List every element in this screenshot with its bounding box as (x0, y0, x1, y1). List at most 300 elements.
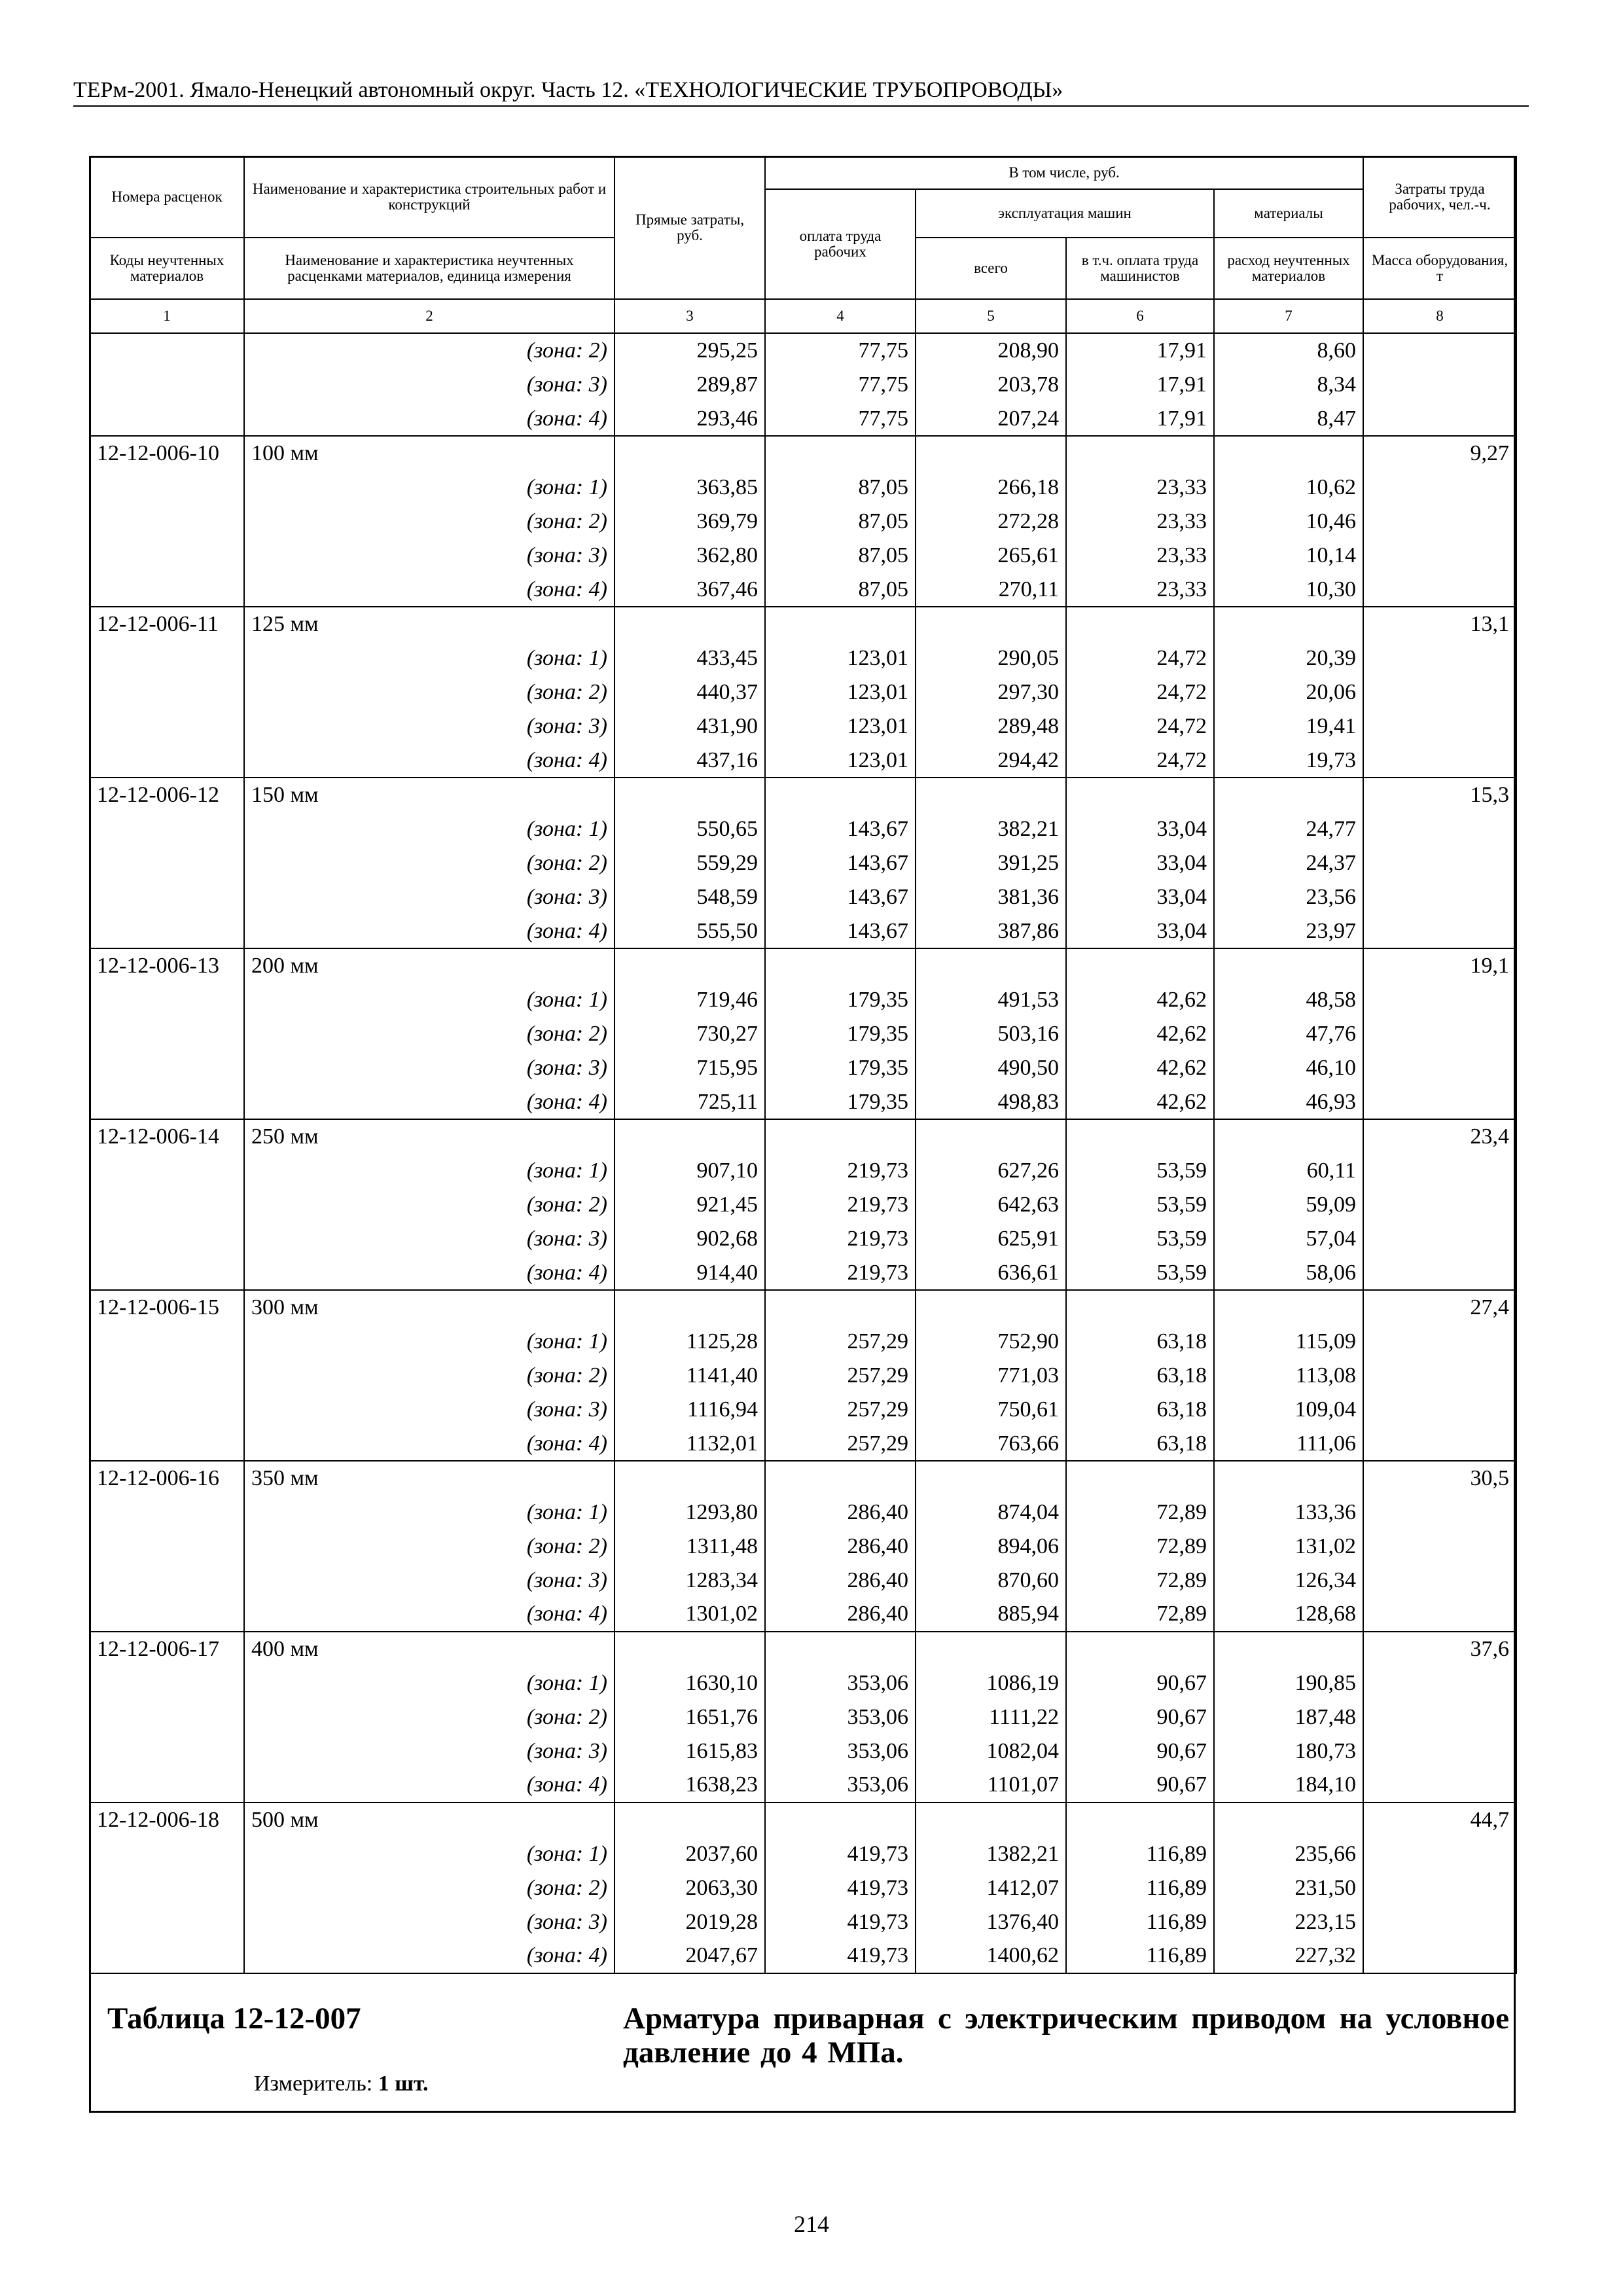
materials-cell: 48,58 (1214, 983, 1363, 1017)
empty-cell (1214, 1119, 1363, 1154)
machines-total-cell: 490,50 (916, 1051, 1066, 1085)
rate-code: 12-12-006-12 (90, 778, 244, 812)
machinist-pay-cell: 23,33 (1066, 471, 1214, 505)
worker-pay-cell: 179,35 (765, 1085, 916, 1120)
empty-cell (1363, 1188, 1516, 1222)
rate-title-row (90, 778, 1516, 812)
materials-cell: 58,06 (1214, 1256, 1363, 1291)
machinist-pay-cell: 63,18 (1066, 1393, 1214, 1427)
head-machines-total: всего (916, 238, 1066, 299)
worker-pay-cell: 143,67 (765, 812, 916, 846)
empty-cell (90, 914, 244, 949)
worker-pay-cell: 219,73 (765, 1188, 916, 1222)
zone-row (90, 709, 1516, 744)
head-worker-pay: оплата труда рабочих (765, 189, 916, 299)
empty-cell (916, 607, 1066, 641)
zone-row (90, 1017, 1516, 1051)
machinist-pay-cell: 17,91 (1066, 333, 1214, 368)
rate-code: 12-12-006-17 (90, 1632, 244, 1666)
empty-cell (90, 1530, 244, 1564)
empty-cell (90, 709, 244, 744)
materials-cell: 231,50 (1214, 1871, 1363, 1905)
machinist-pay-cell: 72,89 (1066, 1597, 1214, 1632)
zone-cell: (зона: 1) (244, 471, 615, 505)
worker-pay-cell: 143,67 (765, 914, 916, 949)
empty-cell (765, 1119, 916, 1154)
empty-cell (90, 1734, 244, 1768)
empty-cell (1363, 1530, 1516, 1564)
machinist-pay-cell: 53,59 (1066, 1188, 1214, 1222)
zone-row (90, 1325, 1516, 1359)
rate-size: 200 мм (244, 948, 615, 983)
empty-cell (1214, 607, 1363, 641)
machinist-pay-cell: 90,67 (1066, 1700, 1214, 1734)
empty-cell (1363, 333, 1516, 368)
zone-row (90, 641, 1516, 675)
machinist-pay-cell: 53,59 (1066, 1222, 1214, 1256)
machines-total-cell: 381,36 (916, 880, 1066, 914)
empty-cell (90, 1837, 244, 1871)
empty-cell (1066, 1803, 1214, 1837)
materials-cell: 23,56 (1214, 880, 1363, 914)
empty-cell (916, 1803, 1066, 1837)
machines-total-cell: 270,11 (916, 573, 1066, 607)
direct-cost-cell: 1311,48 (615, 1530, 765, 1564)
empty-cell (90, 1496, 244, 1530)
worker-pay-cell: 123,01 (765, 709, 916, 744)
machinist-pay-cell: 17,91 (1066, 402, 1214, 437)
worker-pay-cell: 219,73 (765, 1222, 916, 1256)
zone-row (90, 1359, 1516, 1393)
zone-cell: (зона: 1) (244, 812, 615, 846)
materials-cell: 20,06 (1214, 675, 1363, 709)
zone-row (90, 1905, 1516, 1939)
direct-cost-cell: 2019,28 (615, 1905, 765, 1939)
direct-cost-cell: 921,45 (615, 1188, 765, 1222)
zone-row (90, 1734, 1516, 1768)
zone-cell: (зона: 2) (244, 846, 615, 880)
machinist-pay-cell: 33,04 (1066, 812, 1214, 846)
direct-cost-cell: 1638,23 (615, 1768, 765, 1803)
empty-cell (90, 1427, 244, 1462)
materials-cell: 190,85 (1214, 1666, 1363, 1700)
rate-size: 500 мм (244, 1803, 615, 1837)
machinist-pay-cell: 53,59 (1066, 1154, 1214, 1188)
machinist-pay-cell: 24,72 (1066, 641, 1214, 675)
empty-cell (916, 436, 1066, 471)
machinist-pay-cell: 90,67 (1066, 1768, 1214, 1803)
materials-cell: 10,14 (1214, 539, 1363, 573)
zone-cell: (зона: 4) (244, 1085, 615, 1120)
empty-cell (1363, 1325, 1516, 1359)
empty-cell (765, 1461, 916, 1496)
machines-total-cell: 625,91 (916, 1222, 1066, 1256)
empty-cell (1363, 1427, 1516, 1462)
zone-row (90, 1427, 1516, 1462)
machines-total-cell: 1101,07 (916, 1768, 1066, 1803)
rate-size: 125 мм (244, 607, 615, 641)
zone-cell: (зона: 4) (244, 1939, 615, 1973)
machines-total-cell: 1111,22 (916, 1700, 1066, 1734)
materials-cell: 20,39 (1214, 641, 1363, 675)
materials-cell: 126,34 (1214, 1564, 1363, 1598)
zone-row (90, 1700, 1516, 1734)
head-material-names: Наименование и характеристика неучтенных расценками материалов, единица измерения (244, 238, 615, 299)
zone-row (90, 1256, 1516, 1291)
direct-cost-cell: 715,95 (615, 1051, 765, 1085)
direct-cost-cell: 369,79 (615, 505, 765, 539)
machinist-pay-cell: 33,04 (1066, 914, 1214, 949)
machinist-pay-cell: 116,89 (1066, 1871, 1214, 1905)
materials-cell: 24,77 (1214, 812, 1363, 846)
worker-pay-cell: 353,06 (765, 1700, 916, 1734)
machines-total-cell: 289,48 (916, 709, 1066, 744)
empty-cell (916, 1632, 1066, 1666)
machinist-pay-cell: 53,59 (1066, 1256, 1214, 1291)
zone-row (90, 333, 1516, 368)
head-rate-numbers: Номера расценок (90, 156, 244, 238)
empty-cell (90, 505, 244, 539)
worker-pay-cell: 179,35 (765, 1051, 916, 1085)
machines-total-cell: 503,16 (916, 1017, 1066, 1051)
worker-pay-cell: 257,29 (765, 1359, 916, 1393)
column-number: 2 (244, 299, 615, 333)
zone-row (90, 1666, 1516, 1700)
materials-cell: 184,10 (1214, 1768, 1363, 1803)
materials-cell: 19,41 (1214, 709, 1363, 744)
empty-cell (1066, 778, 1214, 812)
empty-cell (615, 1632, 765, 1666)
empty-cell (90, 402, 244, 437)
rate-title-row (90, 607, 1516, 641)
direct-cost-cell: 433,45 (615, 641, 765, 675)
direct-cost-cell: 289,87 (615, 368, 765, 402)
materials-cell: 46,93 (1214, 1085, 1363, 1120)
machines-total-cell: 297,30 (916, 675, 1066, 709)
rate-code: 12-12-006-10 (90, 436, 244, 471)
zone-row (90, 368, 1516, 402)
next-table-description: Арматура приварная с электрическим приводом на условное давление до 4 МПа. (623, 2001, 1509, 2070)
machinist-pay-cell: 33,04 (1066, 880, 1214, 914)
empty-cell (90, 1051, 244, 1085)
zone-cell: (зона: 4) (244, 402, 615, 437)
worker-pay-cell: 123,01 (765, 744, 916, 778)
materials-cell: 23,97 (1214, 914, 1363, 949)
column-number: 8 (1363, 299, 1516, 333)
rate-size: 100 мм (244, 436, 615, 471)
head-labor-costs: Затраты труда рабочих, чел.-ч. (1363, 156, 1516, 238)
materials-cell: 227,32 (1214, 1939, 1363, 1973)
empty-cell (1066, 1461, 1214, 1496)
empty-cell (1363, 1768, 1516, 1803)
worker-pay-cell: 257,29 (765, 1393, 916, 1427)
materials-cell: 8,60 (1214, 333, 1363, 368)
zone-cell: (зона: 3) (244, 1222, 615, 1256)
empty-cell (1363, 402, 1516, 437)
zone-row (90, 1393, 1516, 1427)
empty-cell (90, 1939, 244, 1973)
zone-cell: (зона: 2) (244, 1700, 615, 1734)
worker-pay-cell: 179,35 (765, 1017, 916, 1051)
zone-row (90, 675, 1516, 709)
worker-pay-cell: 77,75 (765, 368, 916, 402)
rate-title-row (90, 1290, 1516, 1325)
machines-total-cell: 387,86 (916, 914, 1066, 949)
materials-cell: 10,30 (1214, 573, 1363, 607)
empty-cell (90, 368, 244, 402)
machinist-pay-cell: 63,18 (1066, 1325, 1214, 1359)
machinist-pay-cell: 63,18 (1066, 1359, 1214, 1393)
rate-title-row (90, 436, 1516, 471)
running-header: ТЕРм-2001. Ямало-Ненецкий автономный округ. Часть 12. «ТЕХНОЛОГИЧЕСКИЕ ТРУБОПРОВОДЫ» (73, 78, 1063, 102)
direct-cost-cell: 295,25 (615, 333, 765, 368)
worker-pay-cell: 419,73 (765, 1905, 916, 1939)
machinist-pay-cell: 63,18 (1066, 1427, 1214, 1462)
machines-total-cell: 752,90 (916, 1325, 1066, 1359)
empty-cell (765, 778, 916, 812)
machines-total-cell: 885,94 (916, 1597, 1066, 1632)
labor-cost-cell: 19,1 (1363, 948, 1516, 983)
empty-cell (1363, 1017, 1516, 1051)
direct-cost-cell: 719,46 (615, 983, 765, 1017)
labor-cost-cell: 9,27 (1363, 436, 1516, 471)
zone-cell: (зона: 4) (244, 914, 615, 949)
head-machinist-pay: в т.ч. оплата труда машинистов (1066, 238, 1214, 299)
empty-cell (90, 539, 244, 573)
zone-cell: (зона: 2) (244, 1530, 615, 1564)
machinist-pay-cell: 42,62 (1066, 1017, 1214, 1051)
empty-cell (90, 1666, 244, 1700)
machines-total-cell: 498,83 (916, 1085, 1066, 1120)
empty-cell (1363, 1051, 1516, 1085)
empty-cell (1363, 1154, 1516, 1188)
machinist-pay-cell: 116,89 (1066, 1905, 1214, 1939)
machinist-pay-cell: 24,72 (1066, 709, 1214, 744)
direct-cost-cell: 293,46 (615, 402, 765, 437)
zone-row (90, 812, 1516, 846)
empty-cell (615, 778, 765, 812)
worker-pay-cell: 219,73 (765, 1256, 916, 1291)
rate-size: 150 мм (244, 778, 615, 812)
empty-cell (1363, 1666, 1516, 1700)
empty-cell (1363, 1837, 1516, 1871)
zone-cell: (зона: 1) (244, 1325, 615, 1359)
direct-cost-cell: 1116,94 (615, 1393, 765, 1427)
zone-row (90, 744, 1516, 778)
empty-cell (916, 1119, 1066, 1154)
worker-pay-cell: 87,05 (765, 505, 916, 539)
zone-row (90, 1188, 1516, 1222)
direct-cost-cell: 725,11 (615, 1085, 765, 1120)
measurement-unit (254, 2071, 429, 2097)
zone-cell: (зона: 4) (244, 744, 615, 778)
machinist-pay-cell: 42,62 (1066, 1085, 1214, 1120)
column-number: 5 (916, 299, 1066, 333)
empty-cell (1214, 436, 1363, 471)
machinist-pay-cell: 90,67 (1066, 1734, 1214, 1768)
machines-total-cell: 265,61 (916, 539, 1066, 573)
empty-cell (1363, 1871, 1516, 1905)
empty-cell (1363, 1085, 1516, 1120)
direct-cost-cell: 1615,83 (615, 1734, 765, 1768)
direct-cost-cell: 730,27 (615, 1017, 765, 1051)
machines-total-cell: 636,61 (916, 1256, 1066, 1291)
worker-pay-cell: 353,06 (765, 1666, 916, 1700)
head-including: В том числе, руб. (765, 156, 1363, 189)
worker-pay-cell: 286,40 (765, 1530, 916, 1564)
machines-total-cell: 763,66 (916, 1427, 1066, 1462)
direct-cost-cell: 914,40 (615, 1256, 765, 1291)
machinist-pay-cell: 116,89 (1066, 1837, 1214, 1871)
machines-total-cell: 874,04 (916, 1496, 1066, 1530)
table-head (90, 156, 1516, 333)
machines-total-cell: 627,26 (916, 1154, 1066, 1188)
machinist-pay-cell: 72,89 (1066, 1564, 1214, 1598)
empty-cell (1363, 983, 1516, 1017)
machines-total-cell: 266,18 (916, 471, 1066, 505)
labor-cost-cell: 37,6 (1363, 1632, 1516, 1666)
materials-cell: 24,37 (1214, 846, 1363, 880)
zone-cell: (зона: 2) (244, 505, 615, 539)
materials-cell: 133,36 (1214, 1496, 1363, 1530)
direct-cost-cell: 1293,80 (615, 1496, 765, 1530)
worker-pay-cell: 286,40 (765, 1564, 916, 1598)
worker-pay-cell: 123,01 (765, 641, 916, 675)
materials-cell: 235,66 (1214, 1837, 1363, 1871)
empty-cell (1363, 471, 1516, 505)
empty-cell (765, 436, 916, 471)
empty-cell (1214, 1290, 1363, 1325)
direct-cost-cell: 431,90 (615, 709, 765, 744)
empty-cell (1363, 846, 1516, 880)
direct-cost-cell: 1125,28 (615, 1325, 765, 1359)
materials-cell: 46,10 (1214, 1051, 1363, 1085)
empty-cell (90, 1359, 244, 1393)
unit-value: 1 шт. (378, 2072, 429, 2096)
empty-cell (916, 948, 1066, 983)
rate-title-row (90, 948, 1516, 983)
zone-row (90, 983, 1516, 1017)
direct-cost-cell: 2037,60 (615, 1837, 765, 1871)
zone-cell: (зона: 4) (244, 1768, 615, 1803)
labor-cost-cell: 30,5 (1363, 1461, 1516, 1496)
materials-cell: 59,09 (1214, 1188, 1363, 1222)
rate-code: 12-12-006-18 (90, 1803, 244, 1837)
machines-total-cell: 208,90 (916, 333, 1066, 368)
empty-cell (1363, 914, 1516, 949)
direct-cost-cell: 907,10 (615, 1154, 765, 1188)
empty-cell (1363, 1359, 1516, 1393)
zone-row (90, 846, 1516, 880)
labor-cost-cell: 27,4 (1363, 1290, 1516, 1325)
empty-cell (90, 471, 244, 505)
zone-cell: (зона: 1) (244, 983, 615, 1017)
zone-cell: (зона: 1) (244, 1496, 615, 1530)
machinist-pay-cell: 42,62 (1066, 1051, 1214, 1085)
empty-cell (1363, 1700, 1516, 1734)
rate-size: 350 мм (244, 1461, 615, 1496)
worker-pay-cell: 87,05 (765, 471, 916, 505)
empty-cell (1066, 1290, 1214, 1325)
empty-cell (90, 1256, 244, 1291)
empty-cell (1363, 1597, 1516, 1632)
empty-cell (1214, 948, 1363, 983)
empty-cell (90, 880, 244, 914)
empty-cell (90, 1325, 244, 1359)
empty-cell (1363, 1564, 1516, 1598)
zone-row (90, 1530, 1516, 1564)
zone-cell: (зона: 3) (244, 1734, 615, 1768)
head-material-codes: Коды неучтенных материалов (90, 238, 244, 299)
empty-cell (615, 1119, 765, 1154)
machinist-pay-cell: 116,89 (1066, 1939, 1214, 1973)
materials-cell: 10,46 (1214, 505, 1363, 539)
empty-cell (1066, 436, 1214, 471)
direct-cost-cell: 1301,02 (615, 1597, 765, 1632)
empty-cell (1066, 1632, 1214, 1666)
direct-cost-cell: 548,59 (615, 880, 765, 914)
empty-cell (90, 744, 244, 778)
zone-row (90, 1939, 1516, 1973)
empty-cell (1363, 1496, 1516, 1530)
rates-table (89, 156, 1517, 1974)
header-rule (73, 105, 1529, 107)
rate-title-row (90, 1461, 1516, 1496)
zone-cell: (зона: 1) (244, 641, 615, 675)
machines-total-cell: 750,61 (916, 1393, 1066, 1427)
empty-cell (765, 1632, 916, 1666)
worker-pay-cell: 123,01 (765, 675, 916, 709)
empty-cell (90, 1017, 244, 1051)
machines-total-cell: 870,60 (916, 1564, 1066, 1598)
zone-cell: (зона: 2) (244, 675, 615, 709)
empty-cell (90, 1597, 244, 1632)
materials-cell: 47,76 (1214, 1017, 1363, 1051)
machines-total-cell: 771,03 (916, 1359, 1066, 1393)
empty-cell (1363, 812, 1516, 846)
direct-cost-cell: 555,50 (615, 914, 765, 949)
column-numbers-row (90, 299, 1516, 333)
worker-pay-cell: 257,29 (765, 1427, 916, 1462)
materials-cell: 8,47 (1214, 402, 1363, 437)
direct-cost-cell: 550,65 (615, 812, 765, 846)
empty-cell (1363, 641, 1516, 675)
empty-cell (90, 1871, 244, 1905)
machines-total-cell: 1382,21 (916, 1837, 1066, 1871)
materials-cell: 10,62 (1214, 471, 1363, 505)
empty-cell (916, 1290, 1066, 1325)
empty-cell (1363, 539, 1516, 573)
machines-total-cell: 272,28 (916, 505, 1066, 539)
rate-size: 300 мм (244, 1290, 615, 1325)
head-materials: материалы (1214, 189, 1363, 238)
empty-cell (916, 778, 1066, 812)
zone-row (90, 1051, 1516, 1085)
direct-cost-cell: 2063,30 (615, 1871, 765, 1905)
machinist-pay-cell: 17,91 (1066, 368, 1214, 402)
empty-cell (90, 983, 244, 1017)
zone-cell: (зона: 3) (244, 880, 615, 914)
zone-cell: (зона: 2) (244, 1188, 615, 1222)
machines-total-cell: 1400,62 (916, 1939, 1066, 1973)
direct-cost-cell: 1651,76 (615, 1700, 765, 1734)
machinist-pay-cell: 24,72 (1066, 744, 1214, 778)
next-table-header (89, 1974, 1516, 2113)
empty-cell (1363, 1393, 1516, 1427)
empty-cell (765, 1290, 916, 1325)
zone-cell: (зона: 4) (244, 573, 615, 607)
unit-label: Измеритель: (254, 2072, 378, 2096)
